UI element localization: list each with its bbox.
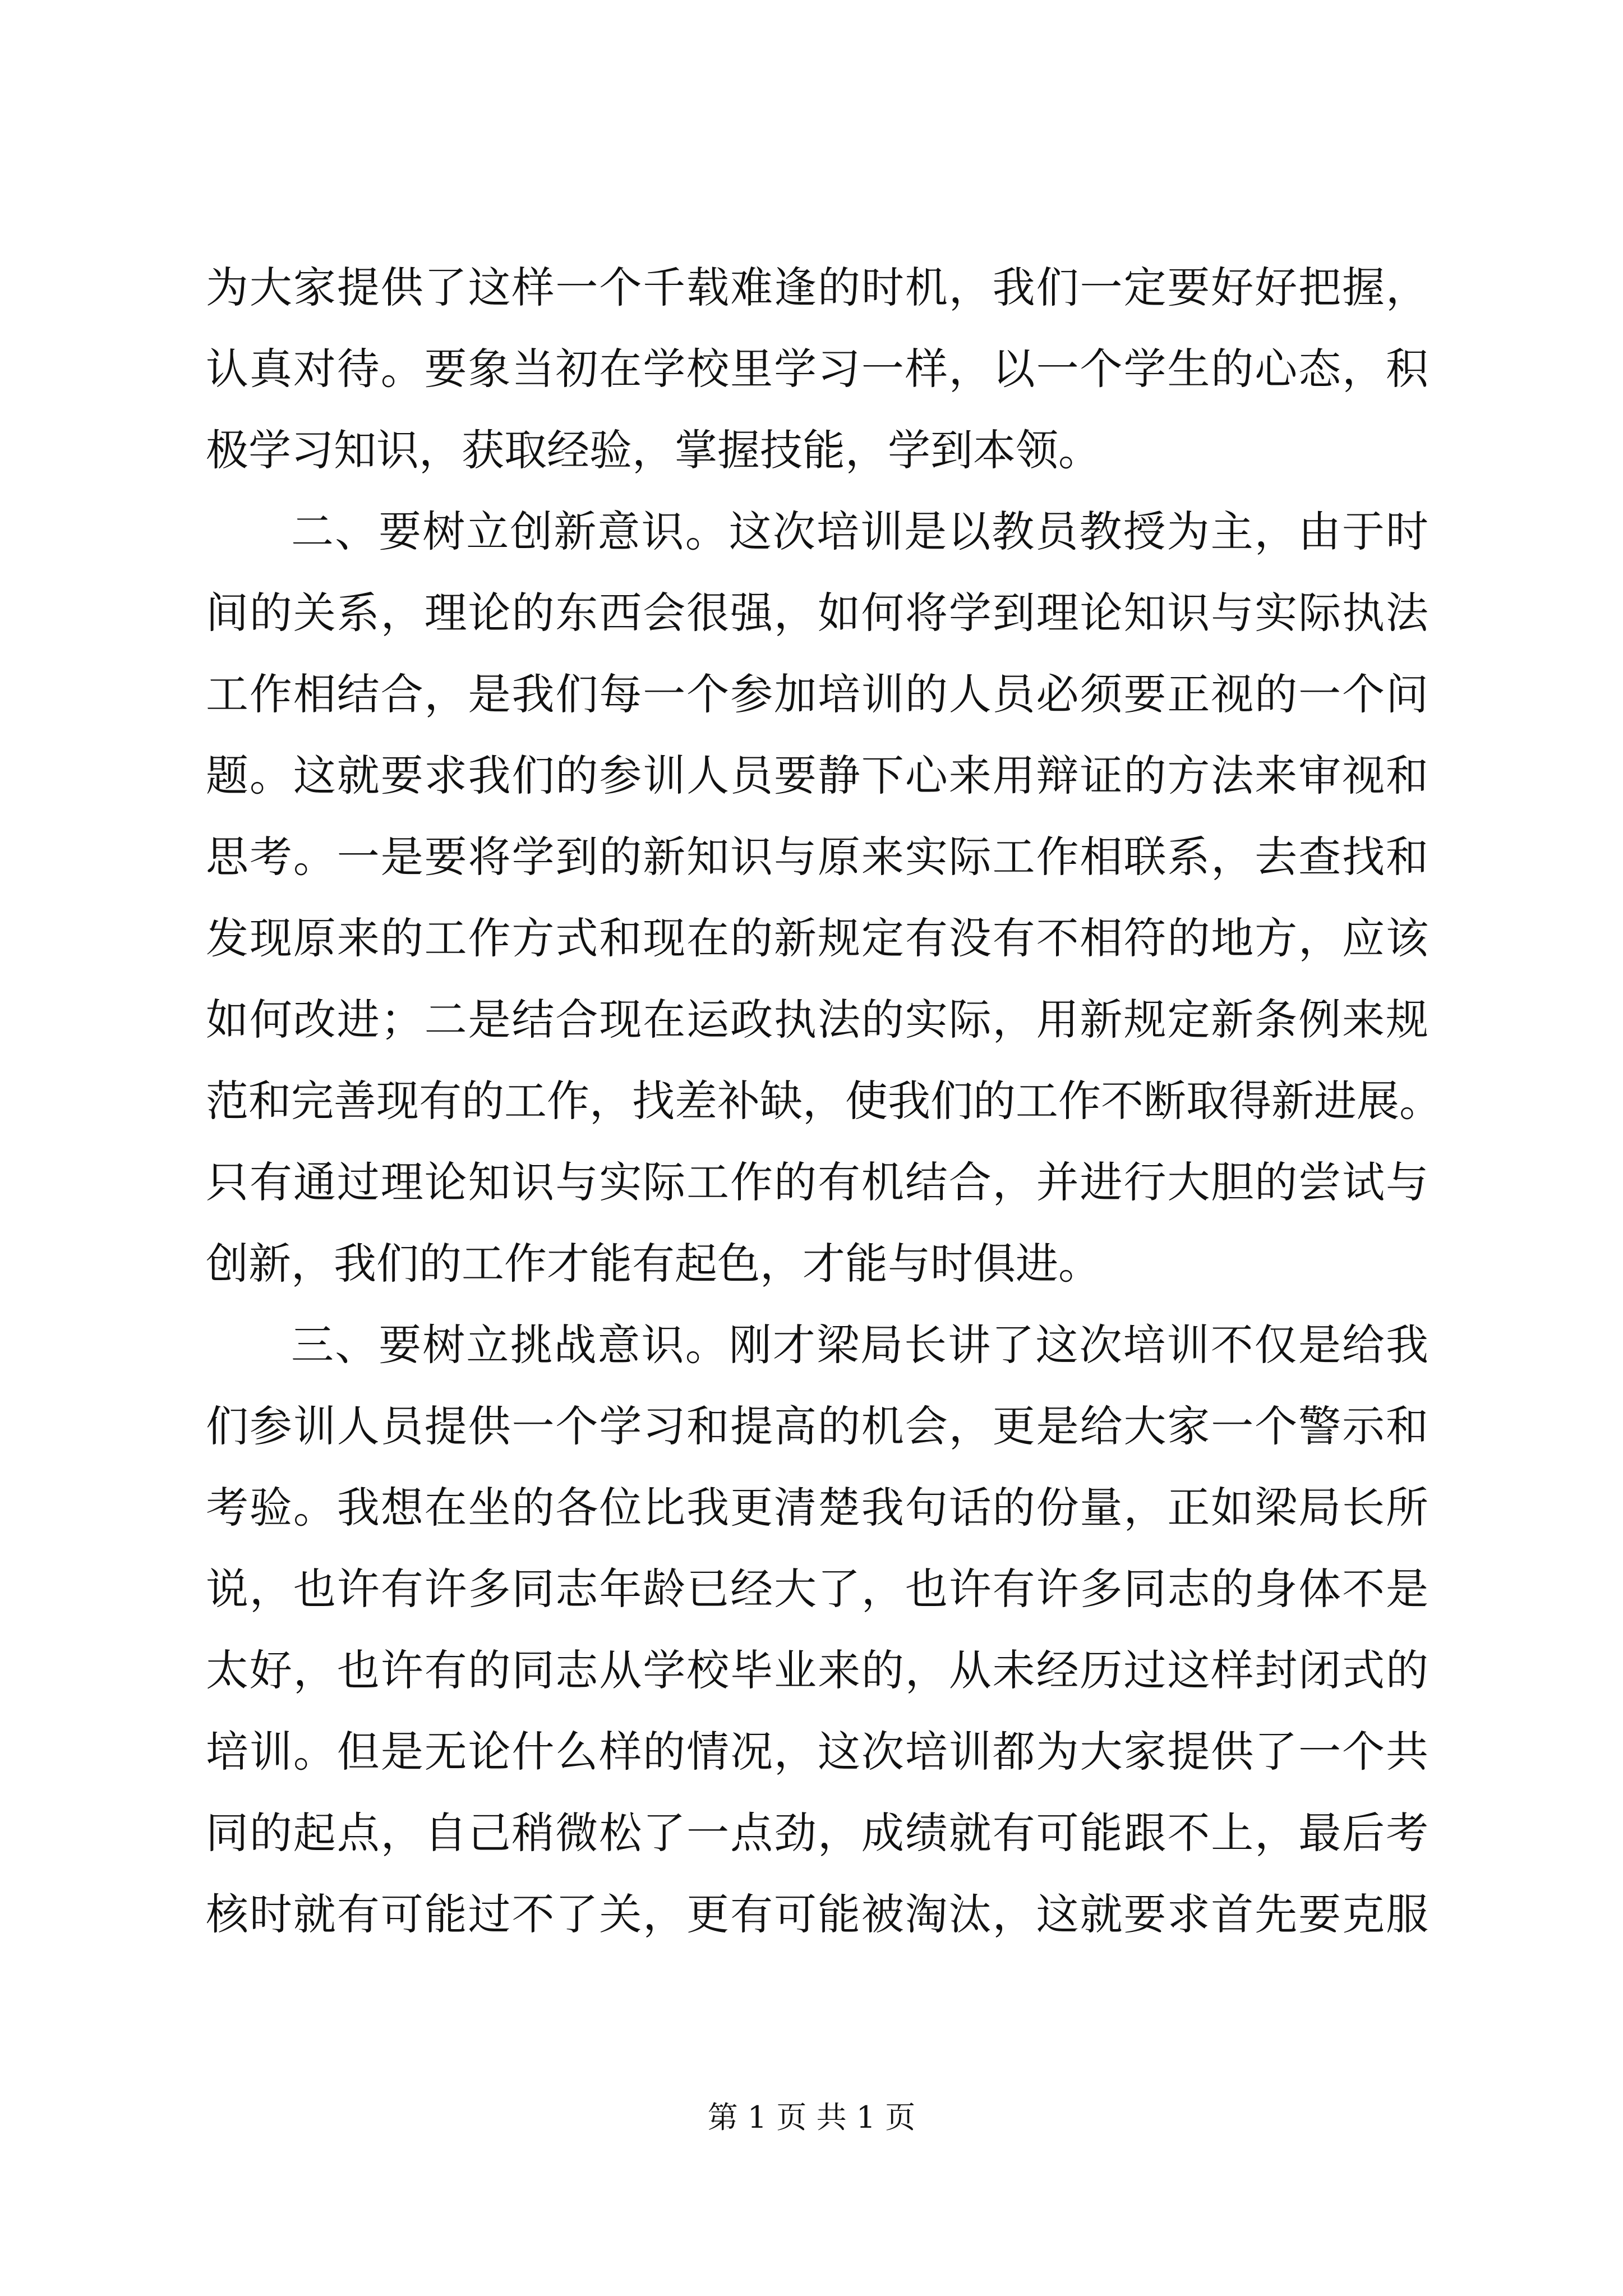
text-line: 考验。我想在坐的各位比我更清楚我句话的份量，正如梁局长所: [206, 1483, 1428, 1533]
text-line: 说，也许有许多同志年龄已经大了，也许有许多同志的身体不是: [206, 1564, 1428, 1614]
paragraph-heading-line: 三、要树立挑战意识。刚才梁局长讲了这次培训不仅是给我: [291, 1320, 1428, 1370]
text-line: 只有通过理论知识与实际工作的有机结合，并进行大胆的尝试与: [206, 1157, 1428, 1207]
document-body: [206, 247, 1442, 1955]
text-line: 创新，我们的工作才能有起色，才能与时俱进。: [206, 1239, 1101, 1289]
text-line: 间的关系，理论的东西会很强，如何将学到理论知识与实际执法: [206, 588, 1428, 638]
text-line: 发现原来的工作方式和现在的新规定有没有不相符的地方，应该: [206, 913, 1428, 963]
text-line: 工作相结合，是我们每一个参加培训的人员必须要正视的一个问: [206, 669, 1428, 719]
paragraph-heading-line: 二、要树立创新意识。这次培训是以教员教授为主，由于时: [291, 507, 1428, 556]
text-line: 题。这就要求我们的参训人员要静下心来用辩证的方法来审视和: [206, 751, 1428, 800]
page-number-footer: 第 1 页 共 1 页: [707, 2100, 916, 2135]
text-line: 如何改进；二是结合现在运政执法的实际，用新规定新条例来规: [206, 995, 1428, 1045]
text-line: 培训。但是无论什么样的情况，这次培训都为大家提供了一个共: [206, 1727, 1428, 1777]
text-line: 为大家提供了这样一个千载难逢的时机，我们一定要好好把握，: [206, 263, 1428, 312]
text-line: 思考。一是要将学到的新知识与原来实际工作相联系，去查找和: [206, 832, 1428, 882]
text-line: 极学习知识，获取经验，掌握技能，学到本领。: [206, 425, 1101, 475]
text-line: 认真对待。要象当初在学校里学习一样，以一个学生的心态，积: [206, 344, 1428, 394]
text-line: 范和完善现有的工作，找差补缺，使我们的工作不断取得新进展。: [206, 1076, 1442, 1126]
text-line: 太好，也许有的同志从学校毕业来的，从未经历过这样封闭式的: [206, 1645, 1428, 1695]
text-line: 核时就有可能过不了关，更有可能被淘汰，这就要求首先要克服: [206, 1889, 1428, 1939]
text-line: 们参训人员提供一个学习和提高的机会，更是给大家一个警示和: [206, 1401, 1428, 1451]
text-line: 同的起点，自己稍微松了一点劲，成绩就有可能跟不上，最后考: [206, 1808, 1428, 1858]
